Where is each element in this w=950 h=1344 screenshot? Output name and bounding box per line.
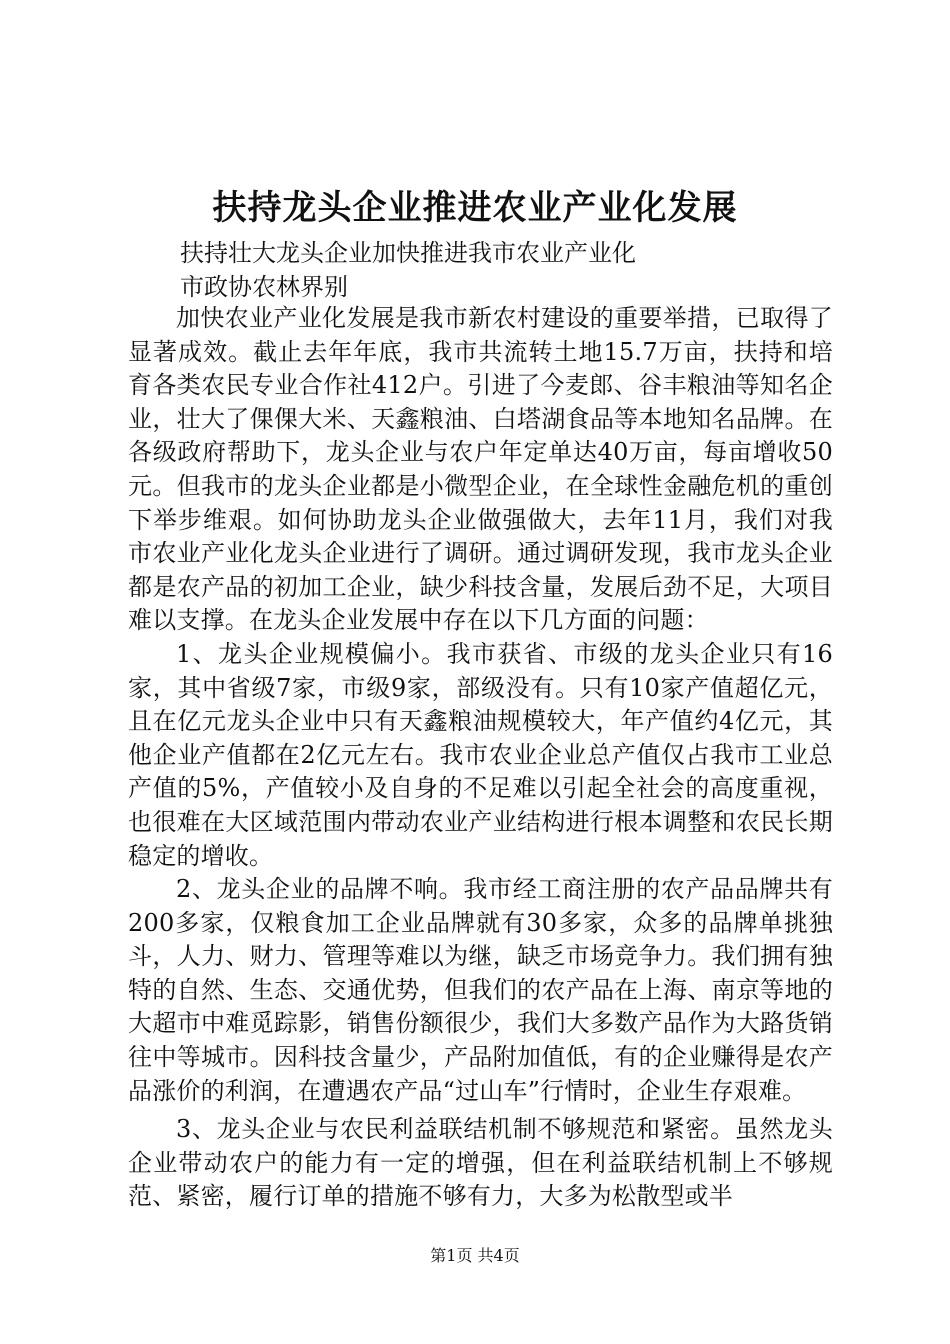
paragraph-intro: 加快农业产业化发展是我市新农村建设的重要举措，已取得了显著成效。截止去年年底，我市共流转土地15.7万亩，扶持和培育各类农民专业合作社412户。引进了今麦郎、谷丰粮油等知名企业，壮大了倮倮大米、天鑫粮油、白塔湖食品等本地知名品牌。在各级政府帮助下，龙头企业与农户年定单达40万亩，每亩增收50元。但我市的龙头企业都是小微型企业，在全球性金融危机的重创下举步维艰。如何协助龙头企业做强做大，去年11月，我们对我市农业产业化龙头企业进行了调研。通过调研发现，我市龙头企业都是农产品的初加工企业，缺少科技含量，发展后劲不足，大项目难以支撑。在龙头企业发展中存在以下几方面的问题： xyxy=(128,304,833,635)
paragraph-issue-3: 3、龙头企业与农民利益联结机制不够规范和紧密。虽然龙头企业带动农户的能力有一定的增强，但在利益联结机制上不够规范、紧密，履行订单的措施不够有力，大多为松散型或半 xyxy=(128,1115,833,1211)
paragraph-issue-1: 1、龙头企业规模偏小。我市获省、市级的龙头企业只有16家，其中省级7家，市级9家，部级没有。只有10家产值超亿元，且在亿元龙头企业中只有天鑫粮油规模较大，年产值约4亿元，其他企业产值都在2亿元左右。我市农业企业总产值仅占我市工业总产值的5%，产值较小及自身的不足难以引起全社会的高度重视，也很难在大区域范围内带动农业产业结构进行根本调整和农民长期稳定的增收。 xyxy=(128,639,833,870)
document-subtitle: 扶持壮大龙头企业加快推进我市农业产业化 xyxy=(180,239,636,267)
page-footer: 第1页 共4页 xyxy=(430,1246,520,1265)
document-author: 市政协农林界别 xyxy=(180,273,348,301)
document-body xyxy=(128,302,833,1214)
paragraph-issue-2: 2、龙头企业的品牌不响。我市经工商注册的农产品品牌共有200多家，仅粮食加工企业品牌就有30多家，众多的品牌单挑独斗，人力、财力、管理等难以为继，缺乏市场竞争力。我们拥有独特的自然、生态、交通优势，但我们的农产品在上海、南京等地的大超市中难觅踪影，销售份额很少，我们大多数产品作为大路货销往中等城市。因科技含量少，产品附加值低，有的企业赚得是农产品涨价的利润，在遭遇农产品“过山车”行情时，企业生存艰难。 xyxy=(128,875,833,1105)
document-title: 扶持龙头企业推进农业产业化发展 xyxy=(212,188,738,228)
